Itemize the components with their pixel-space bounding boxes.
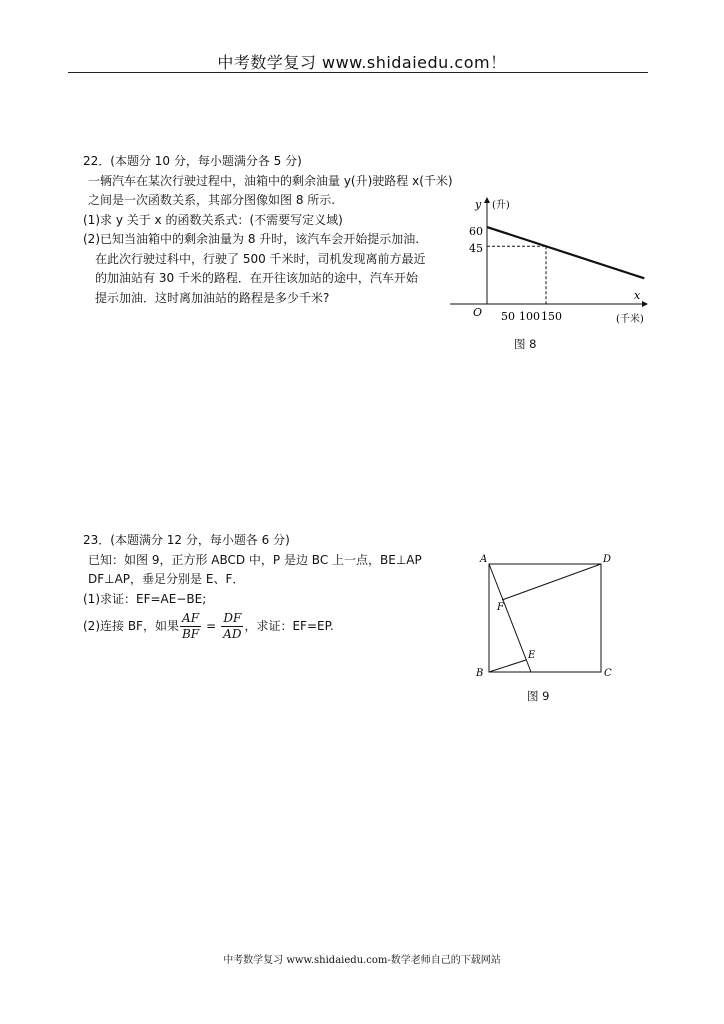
fraction-numerator: DF — [221, 611, 243, 627]
segment-ap — [489, 564, 531, 672]
origin-label: O — [473, 306, 483, 319]
figure-8-graph — [440, 192, 660, 352]
segment-be — [489, 660, 526, 672]
y-tick-label: 45 — [469, 242, 483, 255]
vertex-label-a: A — [480, 554, 488, 565]
q22-text-line: 之间是一次函数关系，其部分图像如图 8 所示. — [88, 193, 336, 207]
point-label-f: F — [497, 602, 504, 613]
x-tick-label: 100 — [519, 310, 540, 323]
vertex-label-b: B — [476, 668, 484, 679]
x-tick-label: 50 — [501, 310, 515, 323]
page-header-title: 中考数学复习 www.shidaiedu.com！ — [217, 53, 507, 72]
figure-9-square-diagram — [470, 550, 620, 680]
fraction-af-bf — [180, 611, 201, 642]
q23-text-line: 已知：如图 9，正方形 ABCD 中，P 是边 BC 上一点，BE⊥AP — [88, 552, 422, 567]
q22-part-2: (2)已知当油箱中的剩余油量为 8 升时，该汽车会开始提示加油. — [83, 232, 420, 246]
vertex-label-d: D — [603, 554, 612, 565]
vertex-label-c: C — [604, 668, 612, 679]
q23-heading: 23．(本题满分 12 分，每小题各 6 分) — [83, 533, 290, 547]
q22-text-line: 一辆汽车在某次行驶过程中，油箱中的剩余油量 y(升)驶路程 x(千米) — [88, 173, 453, 188]
q22-heading: 22．(本题分 10 分，每小题满分各 5 分) — [83, 154, 302, 168]
question-22 — [83, 152, 453, 308]
segment-df — [502, 564, 601, 600]
q23-text-line: DF⊥AP，垂足分别是 E、F． — [88, 572, 245, 586]
x-axis-unit: (千米) — [616, 314, 644, 325]
fraction-numerator: AF — [180, 611, 201, 627]
q22-text-line: 在此次行驶过科中，行驶了 500 千米时，司机发现离前方最近 — [95, 251, 426, 266]
q23-part-2-tail: ，求证：EF=EP. — [244, 618, 334, 633]
figure-9-caption: 图 9 — [527, 689, 550, 703]
fraction-df-ad — [221, 611, 243, 642]
q23-part-2-lead: (2)连接 BF，如果 — [83, 618, 179, 633]
point-label-e: E — [528, 650, 536, 661]
q22-text-line: 提示加油．这时离加油站的路程是多少千米? — [95, 290, 330, 305]
q23-part-1: (1)求证：EF=AE−BE; — [83, 591, 207, 606]
y-tick-label: 60 — [469, 225, 483, 238]
q22-part-1: (1)求 y 关于 x 的函数关系式：(不需要写定义域) — [83, 212, 343, 227]
figure-8-caption: 图 8 — [514, 337, 537, 351]
square-abcd — [489, 564, 601, 672]
fuel-line-series — [487, 227, 644, 278]
page-footer: 中考数学复习 www.shidaiedu.com-数学老师自己的下载网站 — [223, 955, 501, 966]
x-axis-label: x — [634, 289, 641, 302]
fraction-denominator: BF — [181, 627, 200, 641]
q23-part-2 — [83, 611, 334, 642]
fraction-denominator: AD — [223, 627, 242, 641]
y-axis-unit: (升) — [492, 200, 510, 211]
q22-text-line: 的加油站有 30 千米的路程．在开往该加站的途中，汽车开始 — [95, 271, 418, 285]
equals-sign: = — [206, 618, 217, 633]
header-divider — [68, 72, 648, 73]
y-axis-label: y — [475, 198, 482, 211]
x-tick-label: 150 — [541, 310, 562, 323]
question-23 — [83, 531, 422, 609]
